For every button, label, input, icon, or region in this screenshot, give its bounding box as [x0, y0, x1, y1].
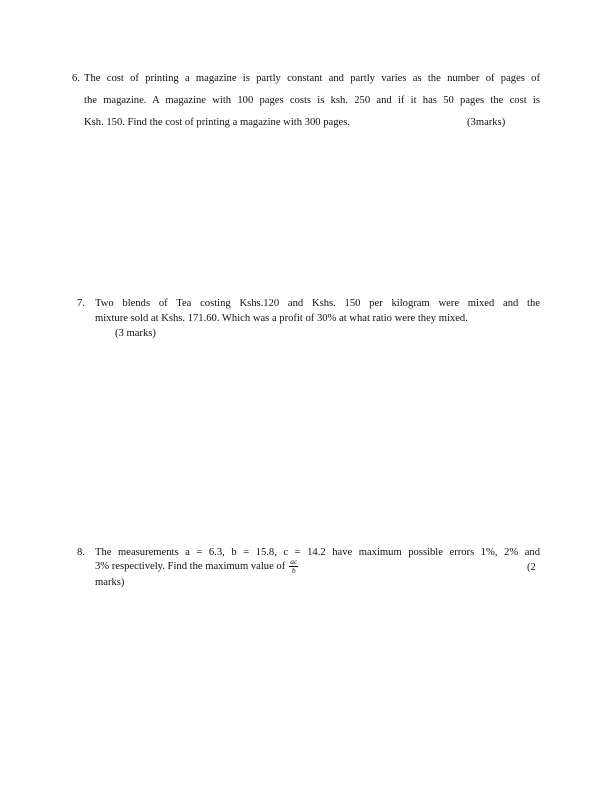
fraction-numerator: ac	[290, 557, 298, 567]
question-6-number: 6.	[72, 73, 80, 84]
question-8-marks-part1: (2	[527, 562, 536, 573]
question-8-marks-part2: marks)	[95, 577, 125, 588]
question-6-line-1: The cost of printing a magazine is partly constant and partly varies as the number of pages of	[84, 73, 540, 84]
question-7-marks: (3 marks)	[115, 328, 156, 339]
fraction-ac-over-b	[289, 558, 298, 575]
question-6-line-3: Ksh. 150. Find the cost of printing a magazine with 300 pages.	[84, 117, 350, 128]
question-6-line-2: the magazine. A magazine with 100 pages costs is ksh. 250 and if it has 50 pages the cost is	[84, 95, 540, 106]
question-8-line-2	[95, 558, 298, 576]
question-7-number: 7.	[77, 298, 85, 309]
question-8-line-1: The measurements a = 6.3, b = 15.8, c = 14.2 have maximum possible errors 1%, 2% and	[95, 547, 540, 558]
question-7-line-1: Two blends of Tea costing Kshs.120 and Kshs. 150 per kilogram were mixed and the	[95, 298, 540, 309]
fraction-denominator: b	[291, 566, 296, 576]
question-8-number: 8.	[77, 547, 85, 558]
question-7-line-2: mixture sold at Kshs. 171.60. Which was a profit of 30% at what ratio were they mixed.	[95, 313, 468, 324]
question-8-line-2-text: 3% respectively. Find the maximum value of	[95, 561, 286, 572]
question-6-marks: (3marks)	[467, 117, 506, 128]
